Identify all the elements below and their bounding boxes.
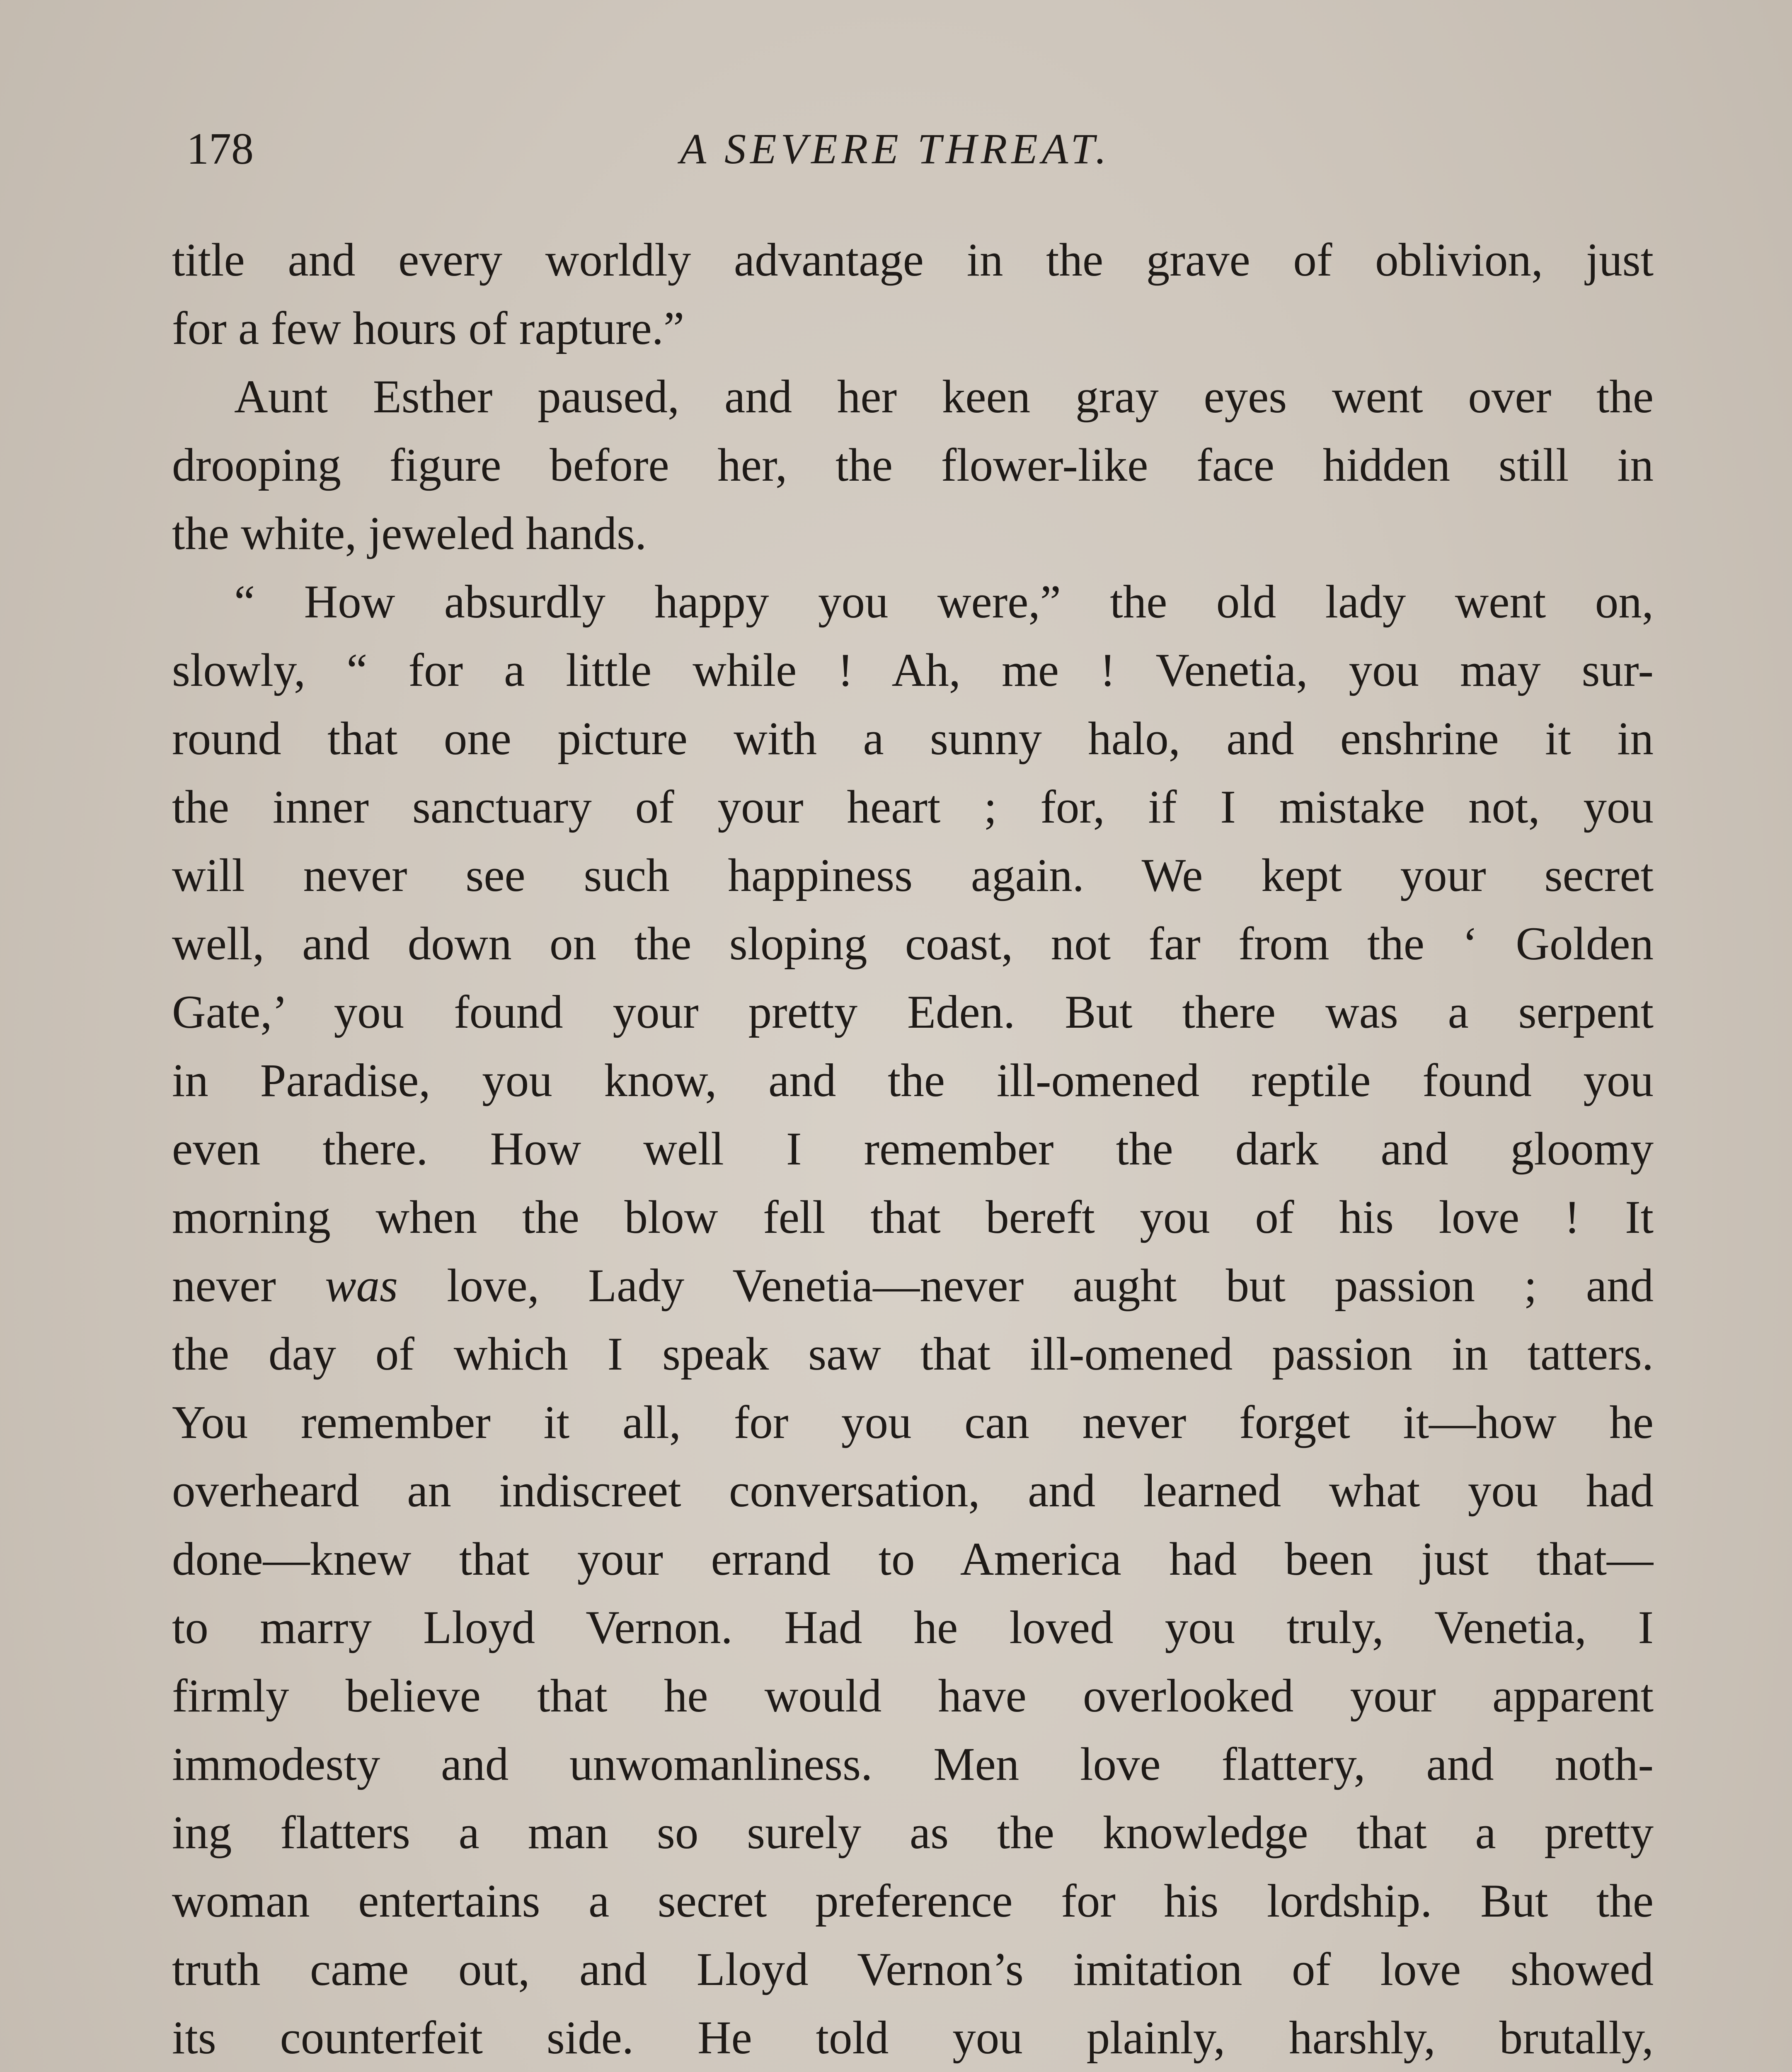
text-line: firmly believe that he would have overlooked your apparent — [172, 1670, 1654, 1722]
text-line: “ How absurdly happy you were,” the old lady went on, — [234, 576, 1654, 628]
running-head — [170, 120, 1620, 178]
text-line: for a few hours of rapture.” — [172, 303, 685, 354]
text-line: will never see such happiness again. We kept your secret — [172, 850, 1654, 901]
text-line: overheard an indiscreet conversation, and learned what you had — [172, 1465, 1654, 1517]
text-line: ing flatters a man so surely as the knowledge that a pretty — [172, 1807, 1654, 1859]
text-line: truth came out, and Lloyd Vernon’s imitation of love showed — [172, 1944, 1654, 1995]
text-line: morning when the blow fell that bereft you of his love ! It — [172, 1191, 1654, 1243]
text-run: never — [172, 1260, 276, 1312]
text-line: You remember it all, for you can never forget it—how he — [172, 1397, 1654, 1448]
text-line: title and every worldly advantage in the grave of oblivion, just — [172, 234, 1654, 286]
text-line: to marry Lloyd Vernon. Had he loved you truly, Venetia, I — [172, 1602, 1654, 1653]
text-line: done—knew that your errand to America had been just that— — [172, 1533, 1654, 1585]
text-line: the inner sanctuary of your heart ; for, if I mistake not, you — [172, 781, 1654, 833]
text-line: round that one picture with a sunny halo, and enshrine it in — [172, 713, 1654, 765]
chapter-title: A SEVERE THREAT. — [680, 125, 1111, 173]
text-line: drooping figure before her, the flower-like face hidden still in — [172, 439, 1654, 491]
text-line: well, and down on the sloping coast, not far from the ‘ Golden — [172, 918, 1654, 970]
text-line: the day of which I speak saw that ill-omened passion in tatters. — [172, 1328, 1654, 1380]
text-line — [172, 1251, 1654, 1320]
text-line: woman entertains a secret preference for his lordship. But the — [172, 1875, 1654, 1927]
text-line: Gate,’ you found your pretty Eden. But there was a serpent — [172, 986, 1654, 1038]
text-line: immodesty and unwomanliness. Men love flattery, and noth- — [172, 1738, 1654, 1790]
page-number: 178 — [186, 124, 254, 174]
text-line: even there. How well I remember the dark and gloomy — [172, 1123, 1654, 1175]
text-line: its counterfeit side. He told you plainly, harshly, brutally, — [172, 2012, 1654, 2064]
text-line: the white, jeweled hands. — [172, 508, 647, 559]
text-line: in Paradise, you know, and the ill-omened reptile found you — [172, 1055, 1654, 1106]
text-line: slowly, “ for a little while ! Ah, me ! Venetia, you may sur- — [172, 644, 1654, 696]
text-run: love, Lady Venetia—never aught but passion ; and — [447, 1260, 1654, 1312]
text-line: Aunt Esther paused, and her keen gray eyes went over the — [234, 371, 1654, 423]
italic-word: was — [325, 1260, 398, 1312]
body-text — [172, 226, 1654, 2072]
